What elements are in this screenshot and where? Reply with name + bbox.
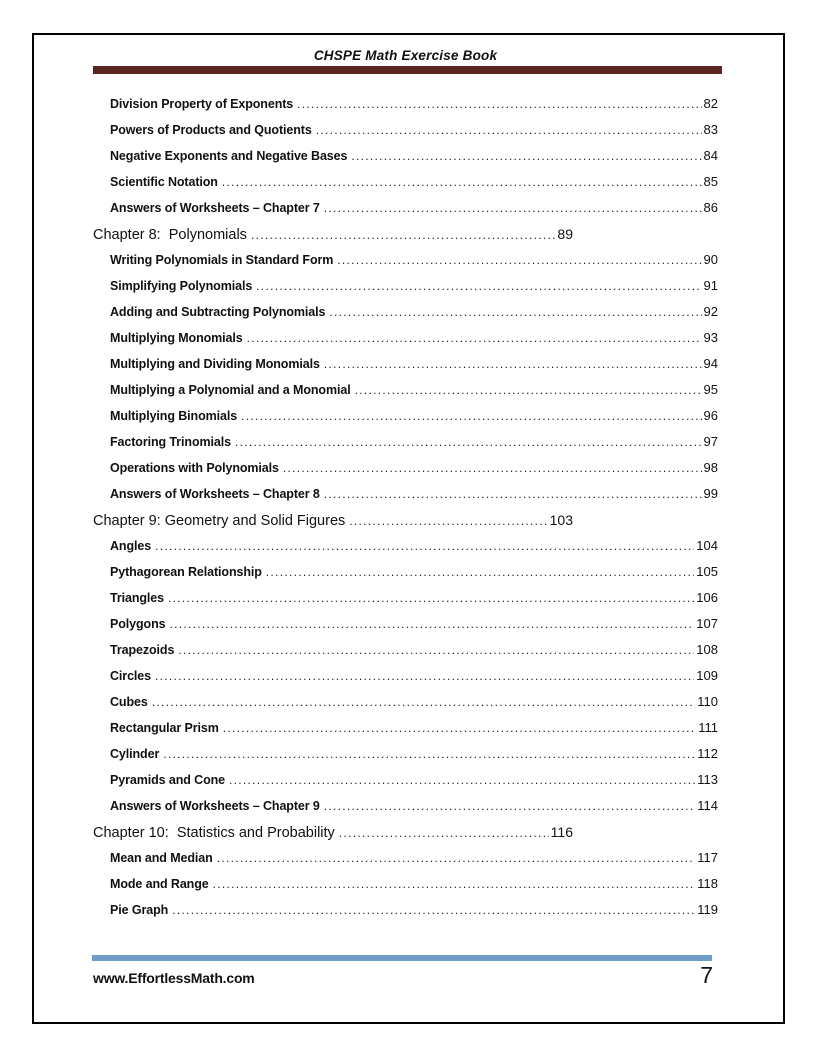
toc-page-number: 99 <box>703 486 718 501</box>
toc-leader-dots <box>229 767 695 793</box>
toc-leader-dots <box>217 845 696 871</box>
toc-leader-dots <box>339 820 549 846</box>
table-of-contents <box>93 91 718 923</box>
toc-leader-dots <box>266 559 695 585</box>
toc-entry-label: Multiplying a Polynomial and a Monomial <box>110 383 351 397</box>
toc-leader-dots <box>235 429 702 455</box>
toc-entry-label: Negative Exponents and Negative Bases <box>110 149 348 163</box>
toc-page-number: 118 <box>697 876 718 891</box>
toc-entry <box>93 481 718 507</box>
toc-leader-dots <box>247 325 702 351</box>
toc-entry <box>93 741 718 767</box>
toc-entry <box>93 897 718 923</box>
toc-leader-dots <box>251 222 555 248</box>
toc-entry <box>93 715 718 741</box>
toc-entry-label: Triangles <box>110 591 164 605</box>
toc-entry-label: Polygons <box>110 617 166 631</box>
toc-page-number: 107 <box>696 616 718 631</box>
toc-leader-dots <box>324 195 702 221</box>
toc-page-number: 103 <box>549 512 573 528</box>
toc-entry <box>93 559 718 585</box>
toc-leader-dots <box>241 403 701 429</box>
footer-page-number: 7 <box>700 962 713 988</box>
toc-entry-label: Operations with Polynomials <box>110 461 279 475</box>
toc-page-number: 113 <box>697 772 718 787</box>
toc-page-number: 95 <box>703 382 718 397</box>
toc-page-number: 112 <box>697 746 718 761</box>
toc-entry <box>93 273 718 299</box>
toc-entry-label: Angles <box>110 539 152 553</box>
toc-leader-dots <box>152 689 696 715</box>
toc-entry <box>93 793 718 819</box>
toc-leader-dots <box>337 247 701 273</box>
toc-leader-dots <box>283 455 702 481</box>
toc-entry <box>93 871 718 897</box>
toc-page-number: 98 <box>703 460 718 475</box>
toc-page-number: 105 <box>696 564 718 579</box>
toc-entry <box>93 455 718 481</box>
header-rule <box>93 66 722 74</box>
toc-entry-label: Division Property of Exponents <box>110 97 294 111</box>
toc-entry <box>93 169 718 195</box>
toc-leader-dots <box>213 871 696 897</box>
toc-entry-label: Powers of Products and Quotients <box>110 123 312 137</box>
toc-leader-dots <box>351 143 701 169</box>
toc-entry-label: Simplifying Polynomials <box>110 279 253 293</box>
toc-entry <box>93 403 718 429</box>
toc-page-number: 108 <box>696 642 718 657</box>
toc-entry-label: Writing Polynomials in Standard Form <box>110 253 334 267</box>
toc-entry-label: Pie Graph <box>110 903 169 917</box>
toc-entry-label: Multiplying Binomials <box>110 409 238 423</box>
toc-entry-label: Pyramids and Cone <box>110 773 225 787</box>
toc-leader-dots <box>256 273 701 299</box>
toc-entry-label: Answers of Worksheets – Chapter 7 <box>110 201 320 215</box>
toc-entry <box>93 533 718 559</box>
toc-chapter-entry <box>93 221 573 247</box>
footer-rule <box>92 955 712 961</box>
toc-entry-label: Multiplying and Dividing Monomials <box>110 357 320 371</box>
toc-entry <box>93 663 718 689</box>
toc-page-number: 111 <box>698 720 718 735</box>
toc-entry <box>93 299 718 325</box>
toc-page-number: 84 <box>703 148 718 163</box>
toc-entry-label: Chapter 10: Statistics and Probability <box>93 825 335 841</box>
toc-page-number: 82 <box>703 96 718 111</box>
toc-page-number: 83 <box>703 122 718 137</box>
footer-website-link: www.EffortlessMath.com <box>93 970 255 986</box>
toc-leader-dots <box>223 715 696 741</box>
toc-entry-label: Mode and Range <box>110 877 209 891</box>
toc-leader-dots <box>178 637 694 663</box>
toc-entry <box>93 611 718 637</box>
toc-page-number: 86 <box>703 200 718 215</box>
toc-entry-label: Rectangular Prism <box>110 721 219 735</box>
toc-leader-dots <box>172 897 695 923</box>
toc-entry <box>93 325 718 351</box>
toc-entry <box>93 845 718 871</box>
toc-entry <box>93 377 718 403</box>
toc-entry <box>93 351 718 377</box>
toc-page-number: 109 <box>696 668 718 683</box>
toc-entry <box>93 117 718 143</box>
toc-entry <box>93 585 718 611</box>
toc-entry-label: Answers of Worksheets – Chapter 9 <box>110 799 320 813</box>
toc-page-number: 106 <box>696 590 718 605</box>
toc-page-number: 116 <box>550 824 573 840</box>
toc-entry-label: Pythagorean Relationship <box>110 565 262 579</box>
toc-page-number: 104 <box>696 538 718 553</box>
toc-leader-dots <box>163 741 695 767</box>
toc-entry <box>93 247 718 273</box>
toc-page-number: 96 <box>703 408 718 423</box>
toc-entry-label: Chapter 9: Geometry and Solid Figures <box>93 513 346 529</box>
toc-entry-label: Mean and Median <box>110 851 213 865</box>
toc-leader-dots <box>355 377 702 403</box>
toc-page-number: 94 <box>703 356 718 371</box>
toc-leader-dots <box>169 611 694 637</box>
page-footer <box>93 962 713 996</box>
running-header-title: CHSPE Math Exercise Book <box>313 48 498 63</box>
toc-leader-dots <box>324 793 696 819</box>
toc-page-number: 89 <box>557 226 573 242</box>
toc-entry-label: Adding and Subtracting Polynomials <box>110 305 326 319</box>
toc-leader-dots <box>349 508 547 534</box>
toc-entry <box>93 429 718 455</box>
toc-entry-label: Trapezoids <box>110 643 175 657</box>
toc-entry <box>93 195 718 221</box>
toc-page-number: 119 <box>697 902 718 917</box>
toc-page-number: 85 <box>703 174 718 189</box>
toc-page-number: 114 <box>697 798 718 813</box>
toc-leader-dots <box>297 91 701 117</box>
toc-page-number: 117 <box>697 850 718 865</box>
toc-entry-label: Scientific Notation <box>110 175 218 189</box>
toc-page-number: 90 <box>703 252 718 267</box>
toc-entry-label: Circles <box>110 669 151 683</box>
toc-chapter-entry <box>93 507 573 533</box>
toc-page-number: 110 <box>697 694 718 709</box>
toc-leader-dots <box>155 663 694 689</box>
toc-leader-dots <box>329 299 701 325</box>
toc-leader-dots <box>324 481 702 507</box>
toc-entry-label: Cylinder <box>110 747 160 761</box>
toc-leader-dots <box>324 351 702 377</box>
toc-entry <box>93 767 718 793</box>
toc-page-number: 97 <box>703 434 718 449</box>
toc-leader-dots <box>316 117 702 143</box>
toc-leader-dots <box>168 585 694 611</box>
toc-entry <box>93 143 718 169</box>
toc-entry-label: Cubes <box>110 695 148 709</box>
toc-page-number: 92 <box>703 304 718 319</box>
toc-entry-label: Chapter 8: Polynomials <box>93 227 247 243</box>
toc-page-number: 93 <box>703 330 718 345</box>
toc-entry-label: Factoring Trinomials <box>110 435 231 449</box>
toc-leader-dots <box>222 169 702 195</box>
toc-entry <box>93 637 718 663</box>
toc-chapter-entry <box>93 819 573 845</box>
toc-page-number: 91 <box>703 278 718 293</box>
toc-entry-label: Multiplying Monomials <box>110 331 243 345</box>
toc-entry <box>93 91 718 117</box>
toc-entry <box>93 689 718 715</box>
toc-leader-dots <box>155 533 694 559</box>
toc-entry-label: Answers of Worksheets – Chapter 8 <box>110 487 320 501</box>
